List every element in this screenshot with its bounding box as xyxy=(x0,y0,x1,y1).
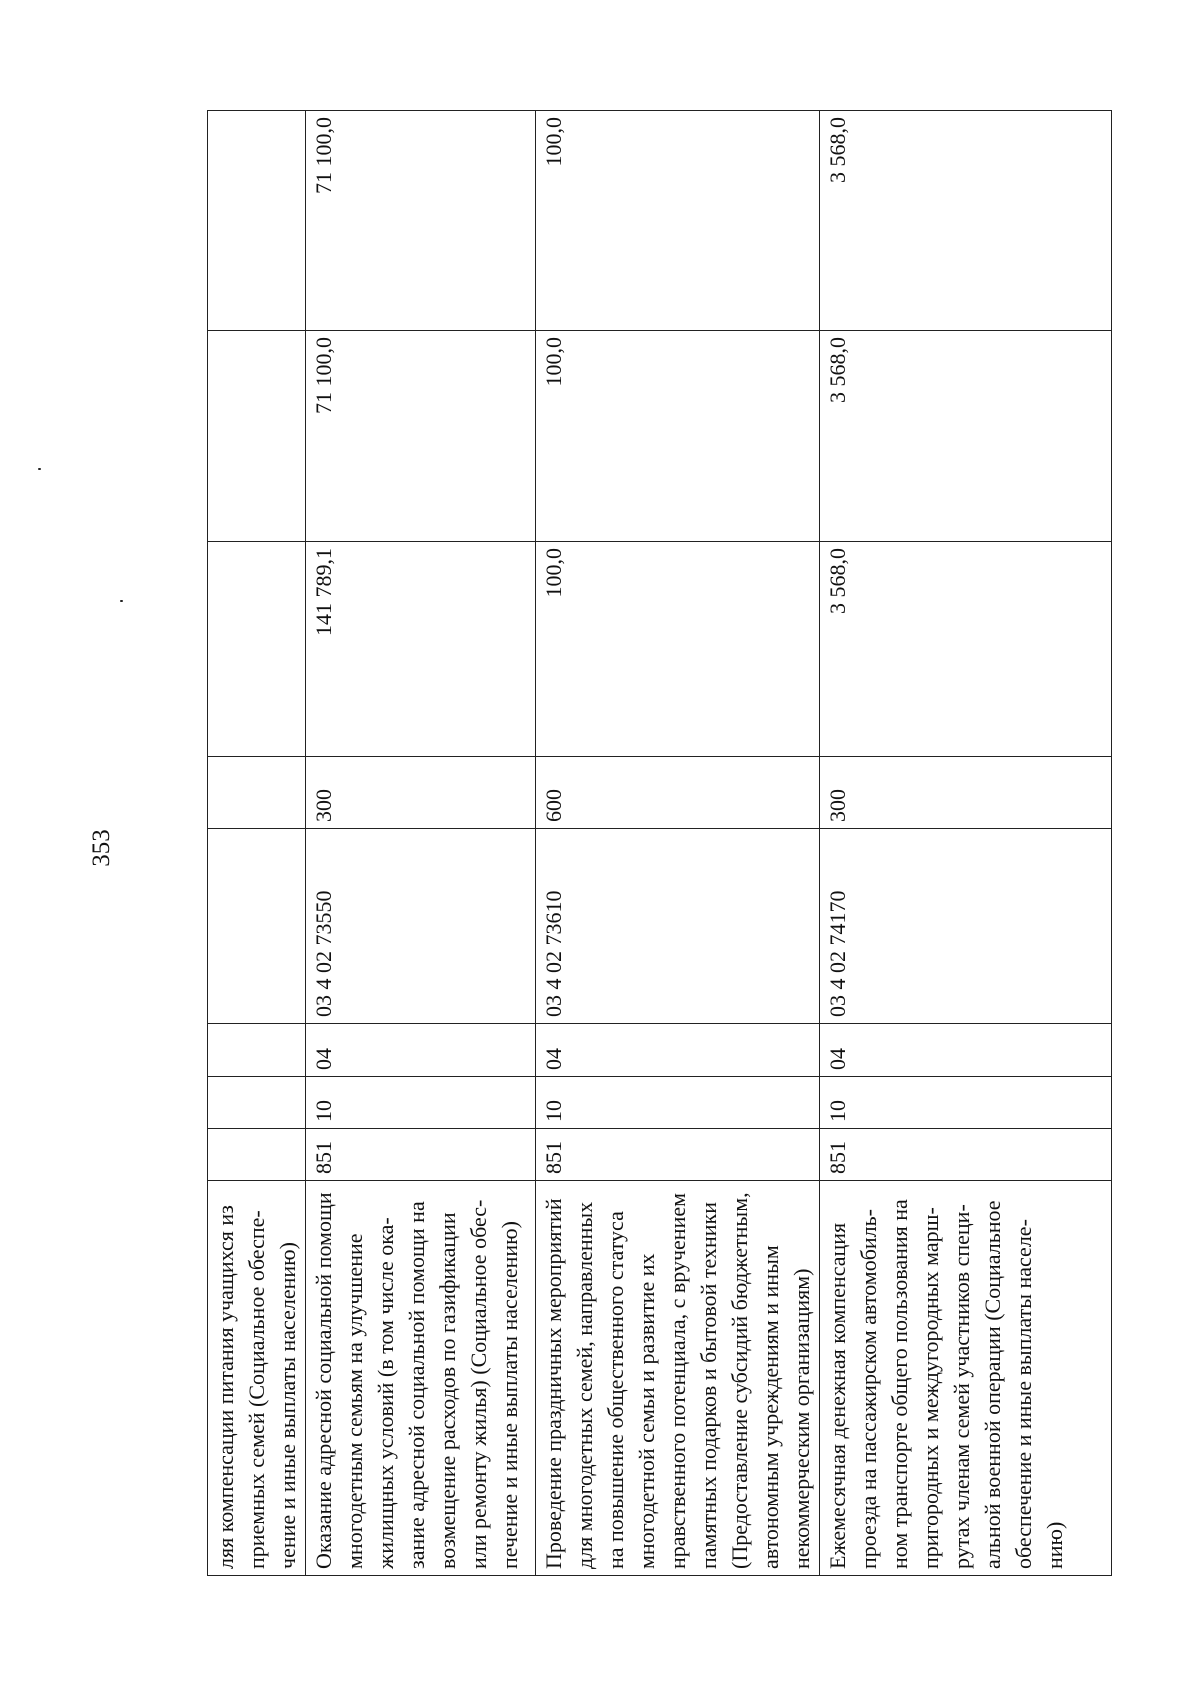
row-sum-2: 3 568,0 xyxy=(820,331,1112,542)
row-csr xyxy=(208,829,306,1024)
row-razdel xyxy=(208,1077,306,1129)
row-podrazdel: 04 xyxy=(536,1024,820,1077)
page-number: 353 xyxy=(88,829,115,867)
row-grbs: 851 xyxy=(536,1129,820,1181)
row-podrazdel: 04 xyxy=(306,1024,536,1077)
row-vr: 300 xyxy=(306,757,536,829)
table-row xyxy=(820,111,1112,1576)
row-sum-1: 3 568,0 xyxy=(820,542,1112,757)
row-razdel: 10 xyxy=(820,1077,1112,1129)
row-sum-2: 100,0 xyxy=(536,331,820,542)
row-razdel: 10 xyxy=(536,1077,820,1129)
row-vr: 600 xyxy=(536,757,820,829)
budget-table-wrapper xyxy=(207,111,1107,1576)
row-sum-3: 71 100,0 xyxy=(306,111,536,331)
row-sum-2: 71 100,0 xyxy=(306,331,536,542)
scan-speck xyxy=(120,600,123,602)
row-vr: 300 xyxy=(820,757,1112,829)
row-sum-3 xyxy=(208,111,306,331)
row-description: Проведение праздничных мероприятий для многодетных семей, направленных на повышение общественного статуса многодетной семьи и развитие их нравственного потенциала, с вручением памятных подарков и бытовой техники (Предоставление субсидий бюджетным, автономным учреждениям и иным некоммерческим организациям) xyxy=(536,1181,820,1576)
row-grbs: 851 xyxy=(820,1129,1112,1181)
table-row xyxy=(536,111,820,1576)
row-description: Оказание адресной социальной помощи многодетным семьям на улучшение жилищных условий (в том числе оказание адресной социальной помощи на возмещение расходов по газификации или ремонту жилья) (Социальное обеспечение и иные выплаты населению) xyxy=(306,1181,536,1576)
row-csr: 03 4 02 74170 xyxy=(820,829,1112,1024)
row-sum-1: 141 789,1 xyxy=(306,542,536,757)
row-sum-3: 100,0 xyxy=(536,111,820,331)
row-csr: 03 4 02 73550 xyxy=(306,829,536,1024)
row-grbs xyxy=(208,1129,306,1181)
table-row xyxy=(306,111,536,1576)
row-grbs: 851 xyxy=(306,1129,536,1181)
row-description: Ежемесячная денежная компенсация проезда на пассажирском автомобильном транспорте общего пользования на пригородных и междугородных маршрутах членам семей участников специальной военной операции (Социальное обеспечение и иные выплаты населению) xyxy=(820,1181,1112,1576)
row-csr: 03 4 02 73610 xyxy=(536,829,820,1024)
row-sum-3: 3 568,0 xyxy=(820,111,1112,331)
table-row xyxy=(208,111,306,1576)
row-vr xyxy=(208,757,306,829)
row-razdel: 10 xyxy=(306,1077,536,1129)
row-sum-2 xyxy=(208,331,306,542)
row-sum-1: 100,0 xyxy=(536,542,820,757)
scan-speck xyxy=(38,468,41,470)
row-podrazdel xyxy=(208,1024,306,1077)
row-podrazdel: 04 xyxy=(820,1024,1112,1077)
budget-table xyxy=(207,110,1112,1576)
row-description: ляя компенсации питания учащихся из приемных семей (Социальное обеспечение и иные выплаты населению) xyxy=(208,1181,306,1576)
row-sum-1 xyxy=(208,542,306,757)
